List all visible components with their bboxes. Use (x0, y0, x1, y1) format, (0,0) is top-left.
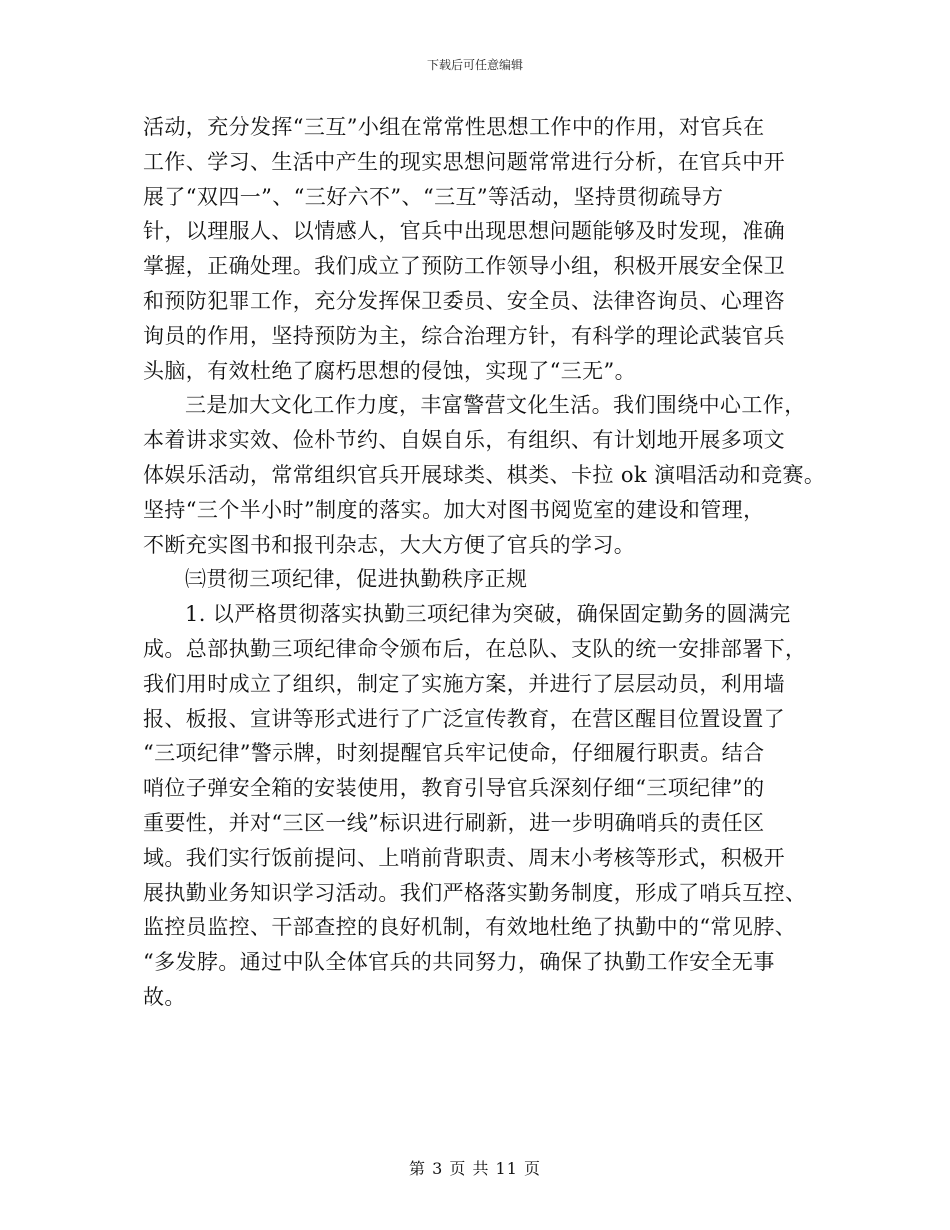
body-line: 询员的作用，坚持预防为主，综合治理方针，有科学的理论武装官兵 (143, 323, 785, 348)
body-line: 我们用时成立了组织，制定了实施方案，并进行了层层动员，利用墙 (143, 671, 785, 696)
body-line: 头脑，有效杜绝了腐朽思想的侵蚀，实现了“三无”。 (143, 358, 637, 383)
page-footer: 第 3 页 共 11 页 (409, 1159, 541, 1178)
body-line: 报、板报、宣讲等形式进行了广泛宣传教育，在营区醒目位置设置了 (143, 706, 785, 731)
body-line: 体娱乐活动，常常组织官兵开展球类、棋类、卡拉 ok 演唱活动和竞赛。 (143, 462, 826, 487)
body-line: 和预防犯罪工作，充分发挥保卫委员、安全员、法律咨询员、心理咨 (143, 288, 785, 313)
body-line: 展执勤业务知识学习活动。我们严格落实勤务制度，形成了哨兵互控、 (143, 880, 807, 905)
body-line: 故。 (143, 984, 186, 1009)
body-line: 活动，充分发挥“三互”小组在常常性思想工作中的作用，对官兵在 (143, 115, 765, 139)
body-line: “三项纪律”警示牌，时刻提醒官兵牢记使命，仔细履行职责。结合 (143, 741, 765, 766)
body-line: 不断充实图书和报刊杂志，大大方便了官兵的学习。 (143, 532, 636, 557)
body-line: 三是加大文化工作力度，丰富警营文化生活。我们围绕中心工作， (185, 393, 806, 418)
page-header: 下载后可任意编辑 (426, 58, 523, 72)
body-line: 成。总部执勤三项纪律命令颁布后，在总队、支队的统一安排部署下， (143, 636, 807, 661)
document-body (143, 110, 826, 1015)
body-line: 坚持“三个半小时”制度的落实。加大对图书阅览室的建设和管理， (143, 497, 765, 522)
body-line: 掌握，正确处理。我们成立了预防工作领导小组，积极开展安全保卫 (143, 254, 785, 279)
body-line: 针，以理服人、以情感人，官兵中出现思想问题能够及时发现，准确 (143, 219, 785, 244)
body-line: 1. 以严格贯彻落实执勤三项纪律为突破，确保固定勤务的圆满完 (185, 602, 791, 627)
body-line: 本着讲求实效、俭朴节约、自娱自乐，有组织、有计划地开展多项文 (143, 428, 785, 453)
section-heading: ㈢贯彻三项纪律，促进执勤秩序正规 (185, 567, 528, 592)
body-line: 重要性，并对“三区一线”标识进行刷新，进一步明确哨兵的责任区 (143, 810, 765, 835)
body-line: 展了“双四一”、“三好六不”、“三互”等活动，坚持贯彻疏导方 (143, 184, 724, 209)
body-line: 监控员监控、干部查控的良好机制，有效地杜绝了执勤中的“常见脖、 (143, 915, 797, 940)
body-line: 哨位子弹安全箱的安装使用，教育引导官兵深刻仔细“三项纪律”的 (143, 776, 765, 801)
body-line: “多发脖。通过中队全体官兵的共同努力，确保了执勤工作安全无事 (143, 950, 775, 975)
body-line: 域。我们实行饭前提问、上哨前背职责、周末小考核等形式，积极开 (143, 845, 785, 870)
body-line: 工作、学习、生活中产生的现实思想问题常常进行分析，在官兵中开 (143, 149, 785, 174)
